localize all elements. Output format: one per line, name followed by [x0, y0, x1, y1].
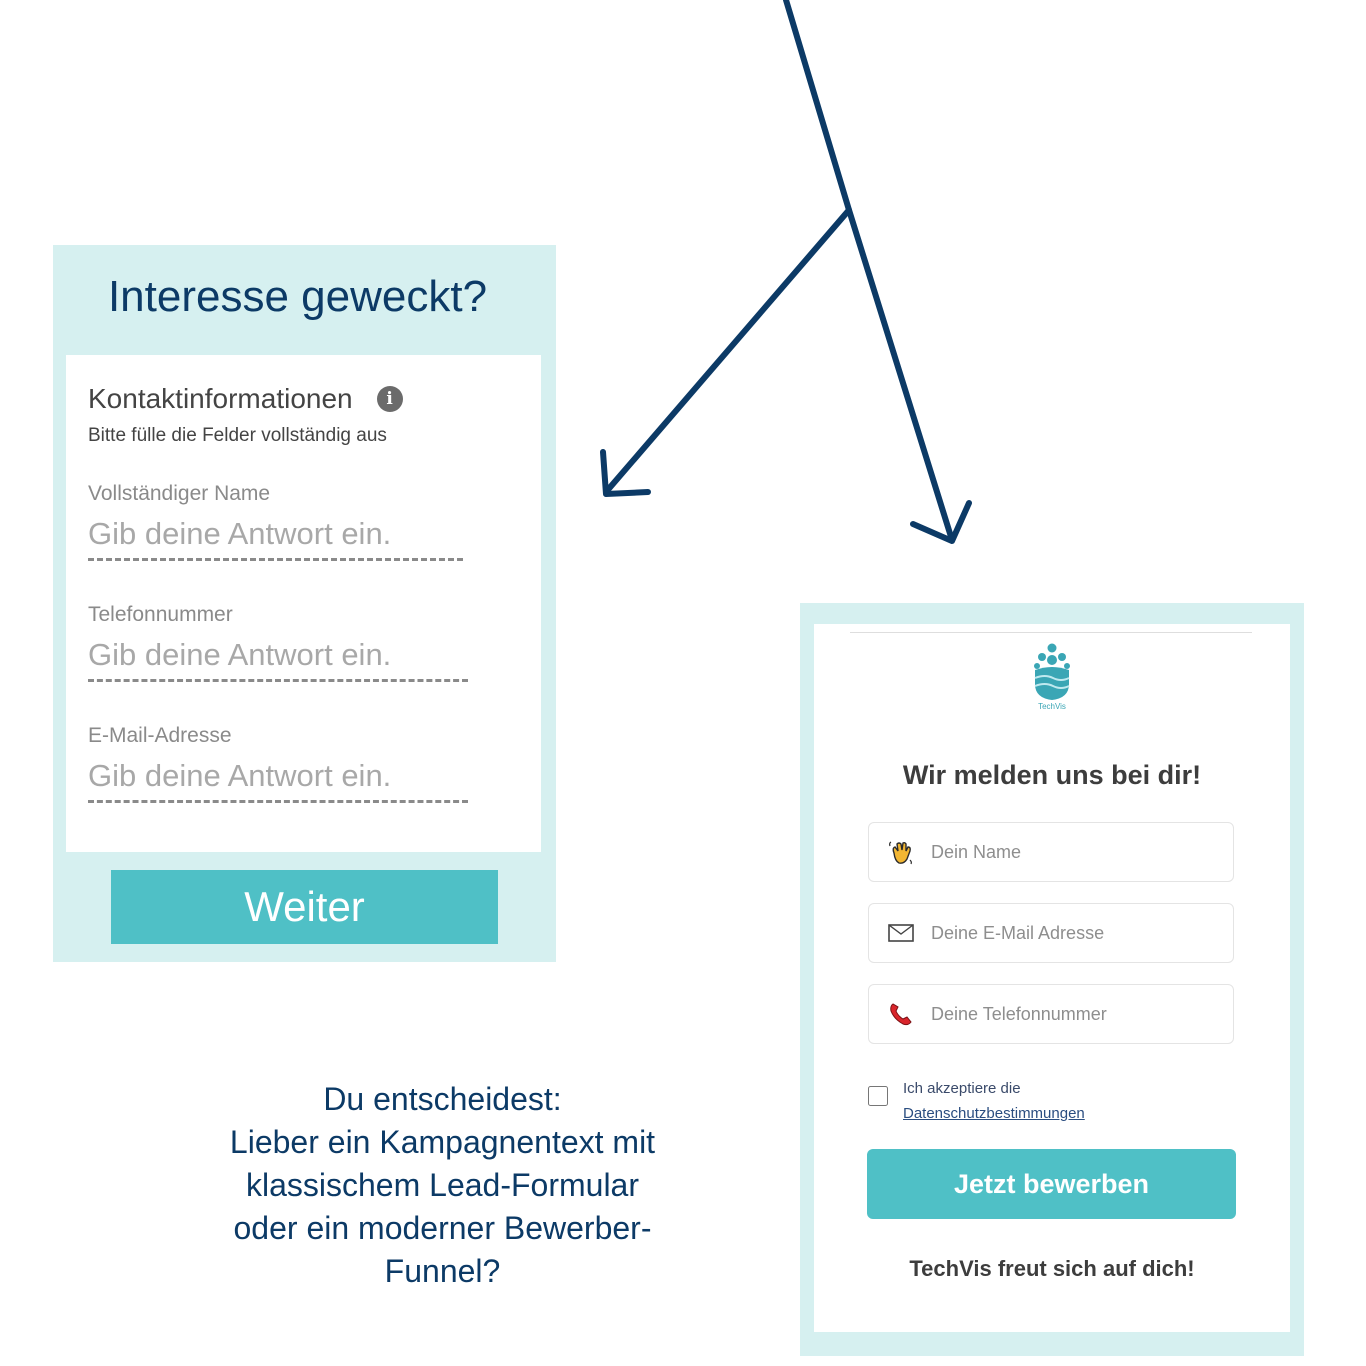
- arrow-head-right: [913, 503, 969, 541]
- arrow-branch-line: [606, 210, 849, 492]
- email-input-wrapper[interactable]: [868, 903, 1234, 963]
- section-subtitle: Bitte fülle die Felder vollständig aus: [88, 425, 387, 446]
- funnel-title: Wir melden uns bei dir!: [902, 760, 1202, 790]
- apply-now-button[interactable]: Jetzt bewerben: [867, 1149, 1236, 1219]
- contact-section-header: [88, 383, 403, 415]
- lead-form-title: Interesse geweckt?: [107, 272, 488, 321]
- arrow-head-left: [603, 452, 648, 494]
- question-line-5: Funnel?: [384, 1253, 501, 1289]
- waving-hand-icon: [887, 839, 915, 865]
- question-line-1: Du entscheidest:: [323, 1081, 562, 1117]
- email-field: [88, 724, 468, 803]
- question-line-2: Lieber ein Kampagnentext mit: [229, 1124, 656, 1160]
- phone-field: [88, 603, 468, 682]
- question-line-3: klassischem Lead-Formular: [245, 1167, 639, 1203]
- question-text: [170, 1078, 715, 1293]
- envelope-icon: [887, 923, 915, 943]
- logo-text: TechVis: [1038, 702, 1066, 711]
- phone-icon: [887, 1001, 915, 1027]
- question-line-4: oder ein moderner Bewerber-: [233, 1210, 652, 1246]
- funnel-footer-text: TechVis freut sich auf dich!: [909, 1256, 1195, 1281]
- email-input[interactable]: [88, 758, 468, 803]
- consent-label: [903, 1076, 1085, 1126]
- phone-input-wrapper[interactable]: [868, 984, 1234, 1044]
- full-name-label: Vollständiger Name: [88, 482, 271, 505]
- divider: [850, 632, 1252, 633]
- phone-label: Telefonnummer: [88, 603, 233, 626]
- email-label: E-Mail-Adresse: [88, 724, 232, 747]
- phone-input[interactable]: [88, 637, 468, 682]
- funnel-form: [814, 624, 1290, 1332]
- full-name-field: [88, 482, 468, 561]
- info-icon[interactable]: i: [377, 386, 403, 412]
- full-name-input[interactable]: [88, 516, 463, 561]
- privacy-link[interactable]: Datenschutzbestimmungen: [903, 1105, 1085, 1122]
- funnel-email-input[interactable]: [929, 922, 1213, 945]
- section-title: Kontaktinformationen: [88, 383, 353, 414]
- consent-checkbox[interactable]: [868, 1086, 888, 1106]
- consent-text: Ich akzeptiere die: [903, 1080, 1021, 1097]
- lead-form: [66, 355, 541, 852]
- name-input[interactable]: [929, 841, 1213, 864]
- funnel-phone-input[interactable]: [929, 1003, 1213, 1026]
- arrow-main-line: [786, 0, 952, 540]
- weiter-button[interactable]: Weiter: [111, 870, 498, 944]
- name-input-wrapper[interactable]: [868, 822, 1234, 882]
